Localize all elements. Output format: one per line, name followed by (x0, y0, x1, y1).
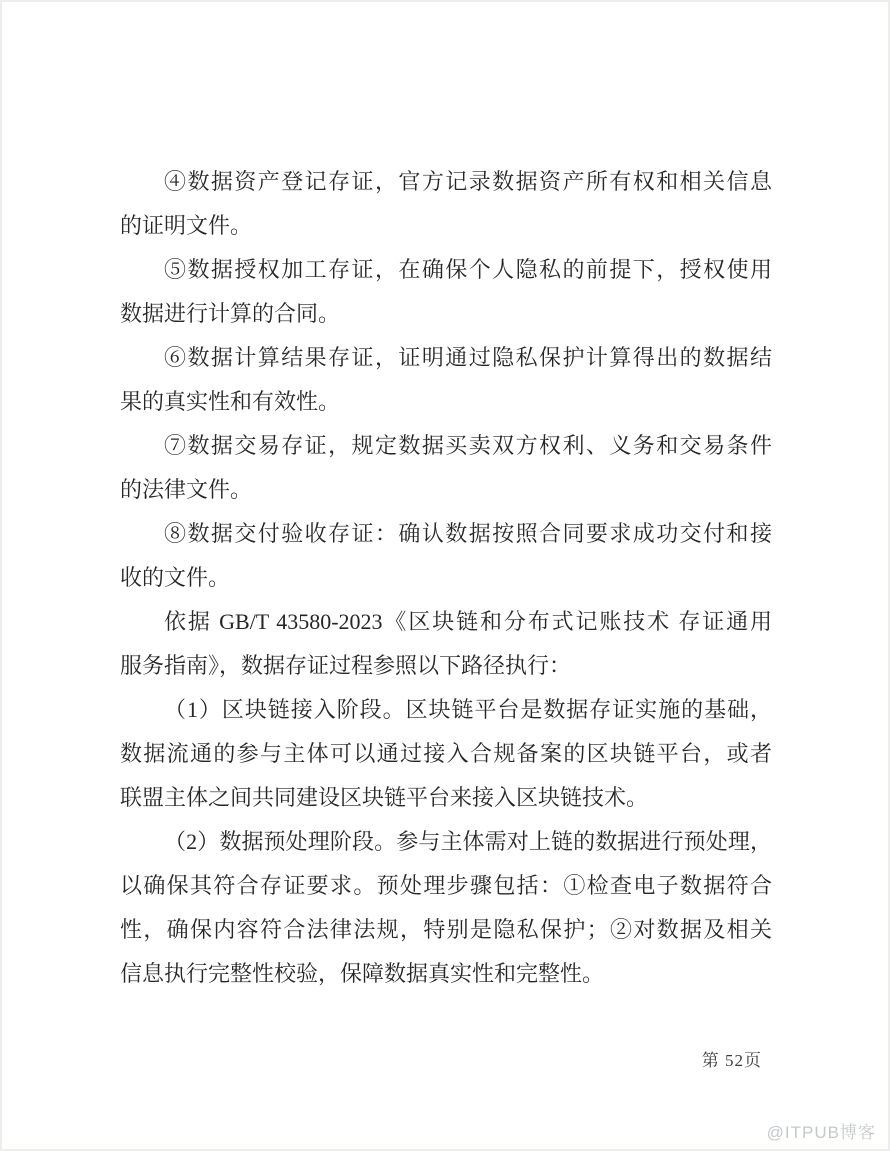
paragraph (120, 160, 772, 248)
paragraph (120, 424, 772, 512)
text-line: ⑦数据交易存证，规定数据买卖双方权利、义务和交易条件 (164, 433, 772, 458)
paragraph (120, 512, 772, 600)
text-line: 服务指南》，数据存证过程参照以下路径执行： (120, 653, 572, 678)
paragraph (120, 248, 772, 336)
text-line: ⑧数据交付验收存证：确认数据按照合同要求成功交付和接 (164, 521, 772, 546)
text-line: ⑤数据授权加工存证，在确保个人隐私的前提下，授权使用 (164, 257, 772, 282)
text-line: 的证明文件。 (120, 213, 253, 238)
page-number: 第 52页 (701, 1051, 762, 1070)
text-line: 以确保其符合存证要求。预处理步骤包括：①检查电子数据符合 (120, 873, 772, 898)
text-line: 数据进行计算的合同。 (120, 301, 341, 326)
text-line: 依据 GB/T 43580-2023《区块链和分布式记账技术 存证通用 (164, 609, 772, 634)
paragraph (120, 820, 772, 996)
paragraph (120, 600, 772, 688)
text-line: 收的文件。 (120, 565, 231, 590)
text-line: ④数据资产登记存证，官方记录数据资产所有权和相关信息 (164, 169, 772, 194)
text-line: 数据流通的参与主体可以通过接入合规备案的区块链平台，或者 (120, 741, 772, 766)
text-line: 的法律文件。 (120, 477, 253, 502)
text-line: 性，确保内容符合法律法规，特别是隐私保护；②对数据及相关 (120, 917, 772, 942)
text-line: ⑥数据计算结果存证，证明通过隐私保护计算得出的数据结 (164, 345, 772, 370)
text-line: 信息执行完整性校验，保障数据真实性和完整性。 (120, 961, 605, 986)
text-line: （2）数据预处理阶段。参与主体需对上链的数据进行预处理， (164, 829, 772, 854)
text-line: 果的真实性和有效性。 (120, 389, 341, 414)
document-body (120, 160, 772, 996)
paragraph (120, 688, 772, 820)
watermark: @ITPUB博客 (766, 1123, 876, 1142)
text-line: （1）区块链接入阶段。区块链平台是数据存证实施的基础， (164, 697, 772, 722)
paragraph (120, 336, 772, 424)
text-line: 联盟主体之间共同建设区块链平台来接入区块链技术。 (120, 785, 649, 810)
